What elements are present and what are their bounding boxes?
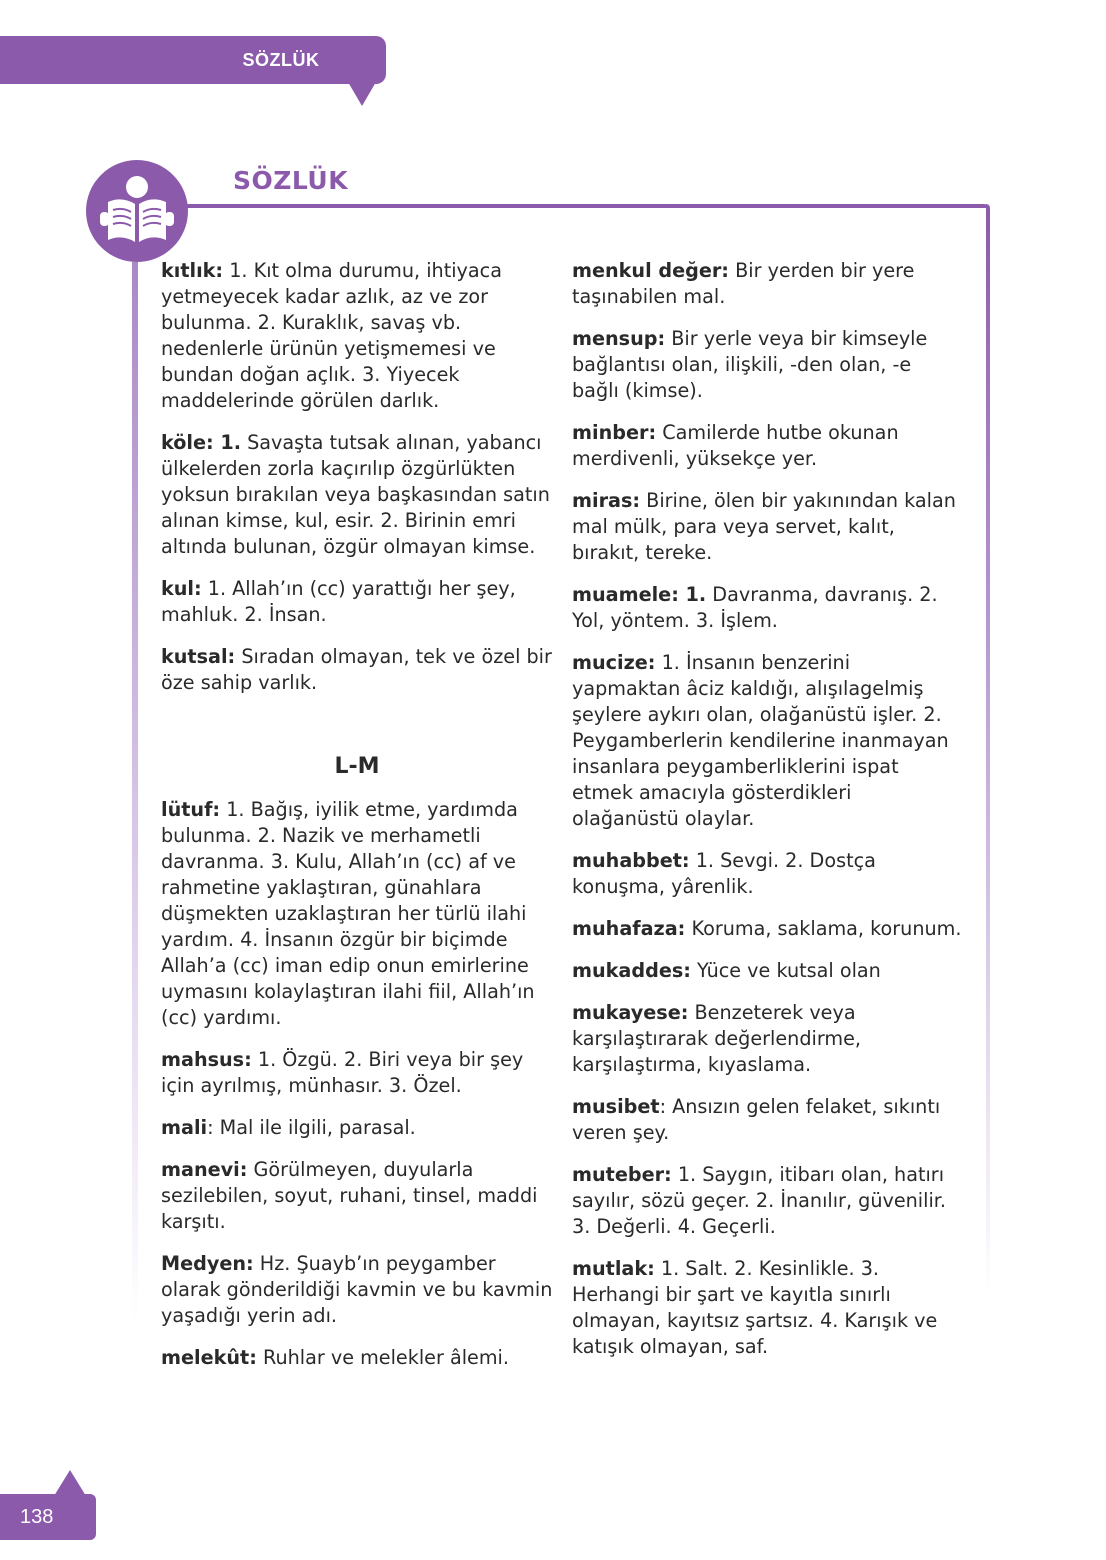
entry-definition: 1. Allah’ın (cc) yarattığı her şey, mahluk. 2. İnsan. — [161, 577, 516, 626]
entry-definition: Koruma, saklama, korunum. — [685, 917, 962, 940]
entry-definition: 1. Bağış, iyilik etme, yardımda bulunma. 2. Nazik ve merhametli davranma. 3. Kulu, Allah’ın (cc) af ve rahmetine yaklaştıran, günahlara düşmekten uzaklaştıran her türlü ilahi yardım. 4. İnsanın özgür bir biçimde Allah’a (cc) iman edip onun emirlerine uymasını kolaylaştıran ilahi fiil, Allah’ın (cc) yardımı. — [161, 798, 535, 1029]
letter-heading: L-M — [334, 754, 380, 779]
entry-definition: Görülmeyen, duyularla sezilebilen, soyut, ruhani, tinsel, maddi karşıtı. — [161, 1158, 538, 1233]
entry-term: mahsus: — [161, 1048, 252, 1071]
entry-term: kıtlık: — [161, 259, 224, 282]
entry-definition: 1. Saygın, itibarı olan, hatırı sayılır, sözü geçer. 2. İnanılır, güvenilir. 3. Değerli. 4. Geçerli. — [572, 1163, 947, 1238]
entry-term: kutsal: — [161, 645, 236, 668]
dictionary-entry — [572, 326, 964, 404]
entry-definition: : Ansızın gelen felaket, sıkıntı veren şey. — [572, 1095, 941, 1144]
dictionary-entry — [161, 1157, 553, 1235]
dictionary-entry — [572, 1000, 964, 1078]
dictionary-entry — [161, 1047, 553, 1099]
entry-term: köle: 1. — [161, 431, 242, 454]
entry-term: menkul değer: — [572, 259, 729, 282]
box-right-border — [986, 204, 990, 1294]
dictionary-entry — [572, 650, 964, 832]
entry-term: muamele: 1. — [572, 583, 707, 606]
entry-definition: Birine, ölen bir yakınından kalan mal mülk, para veya servet, kalıt, bırakıt, tereke. — [572, 489, 956, 564]
header-tab-pointer — [348, 82, 376, 106]
right-column — [572, 258, 964, 1376]
entry-definition: 1. İnsanın benzerini yapmaktan âciz kaldığı, alışılagelmiş şeylere aykırı olan, olağanüstü işler. 2. Peygamberlerin kendilerine inanmayan insanlara peygamberliklerini ispat etmek amacıyla gösterdikleri olağanüstü olaylar. — [572, 651, 949, 830]
entry-definition: 1. Özgü. 2. Biri veya bir şey için ayrılmış, münhasır. 3. Özel. — [161, 1048, 524, 1097]
box-top-border — [140, 204, 988, 208]
entry-definition: 1. Kıt olma durumu, ihtiyaca yetmeyecek kadar azlık, az ve zor bulunma. 2. Kuraklık, savaş vb. nedenlerle ürünün yetişmemesi ve bundan doğan açlık. 3. Yiyecek maddelerinde görülen darlık. — [161, 259, 502, 412]
dictionary-entry — [572, 420, 964, 472]
entry-term: musibet — [572, 1095, 660, 1118]
entry-term: minber: — [572, 421, 657, 444]
entry-definition: Davranma, davranış. 2. Yol, yöntem. 3. İşlem. — [572, 583, 938, 632]
page-number: 138 — [20, 1506, 54, 1528]
entry-term: Medyen: — [161, 1252, 254, 1275]
header-tab-label: SÖZLÜK — [242, 49, 320, 70]
entry-definition: Sıradan olmayan, tek ve özel bir öze sahip varlık. — [161, 645, 552, 694]
entry-term: muhabbet: — [572, 849, 690, 872]
header-tab — [0, 36, 386, 84]
dictionary-entry — [161, 1115, 553, 1141]
entry-definition: 1. Sevgi. 2. Dostça konuşma, yârenlik. — [572, 849, 876, 898]
dictionary-entry — [572, 1094, 964, 1146]
entry-definition: 1. Salt. 2. Kesinlikle. 3. Herhangi bir şart ve kayıtla sınırlı olmayan, kayıtsız şartsız. 4. Karışık ve katışık olmayan, saf. — [572, 1257, 938, 1358]
dictionary-entry — [572, 958, 964, 984]
entry-term: kul: — [161, 577, 202, 600]
entry-definition: Hz. Şuayb’ın peygamber olarak gönderildiği kavmin ve bu kavmin yaşadığı yerin adı. — [161, 1252, 553, 1327]
entry-term: mutlak: — [572, 1257, 655, 1280]
entry-definition: Savaşta tutsak alınan, yabancı ülkelerden zorla kaçırılıp özgürlükten yoksun bırakılan veya başkasından satın alınan kimse, kul, esir. 2. Birinin emri altında bulunan, özgür olmayan kimse. — [161, 431, 550, 558]
entry-term: manevi: — [161, 1158, 248, 1181]
entry-definition: Camilerde hutbe okunan merdivenli, yüksekçe yer. — [572, 421, 899, 470]
entry-definition: Benzeterek veya karşılaştırarak değerlendirme, karşılaştırma, kıyaslama. — [572, 1001, 862, 1076]
reading-person-icon — [86, 160, 188, 262]
entry-term: melekût: — [161, 1346, 257, 1369]
dictionary-entry — [161, 644, 553, 696]
dictionary-entry — [161, 576, 553, 628]
entry-term: miras: — [572, 489, 641, 512]
entry-term: mukayese: — [572, 1001, 689, 1024]
dictionary-entry — [572, 582, 964, 634]
dictionary-entry — [572, 488, 964, 566]
entry-definition: Ruhlar ve melekler âlemi. — [256, 1346, 509, 1369]
dictionary-entry — [161, 1251, 553, 1329]
dictionary-entry — [572, 848, 964, 900]
dictionary-entry — [161, 258, 553, 414]
entry-term: mucize: — [572, 651, 656, 674]
entry-term: muhafaza: — [572, 917, 686, 940]
left-column — [161, 258, 553, 1387]
dictionary-entry — [161, 797, 553, 1031]
entry-term: mukaddes: — [572, 959, 691, 982]
dictionary-entry — [572, 1162, 964, 1240]
page-number-box — [0, 1494, 96, 1540]
dictionary-entry — [572, 916, 964, 942]
entry-definition: : Mal ile ilgili, parasal. — [207, 1116, 416, 1139]
section-title: SÖZLÜK — [233, 166, 349, 195]
entry-definition: Bir yerden bir yere taşınabilen mal. — [572, 259, 915, 308]
entry-term: mensup: — [572, 327, 666, 350]
entry-definition: Bir yerle veya bir kimseyle bağlantısı olan, ilişkili, -den olan, -e bağlı (kimse). — [572, 327, 928, 402]
entry-term: mali — [161, 1116, 208, 1139]
entry-term: muteber: — [572, 1163, 672, 1186]
dictionary-entry — [161, 1345, 553, 1371]
dictionary-entry — [572, 258, 964, 310]
dictionary-entry — [572, 1256, 964, 1360]
entry-definition: Yüce ve kutsal olan — [690, 959, 881, 982]
dictionary-entry — [161, 430, 553, 560]
box-left-border — [132, 262, 138, 1322]
entry-term: lütuf: — [161, 798, 221, 821]
page-number-pointer — [54, 1470, 86, 1496]
